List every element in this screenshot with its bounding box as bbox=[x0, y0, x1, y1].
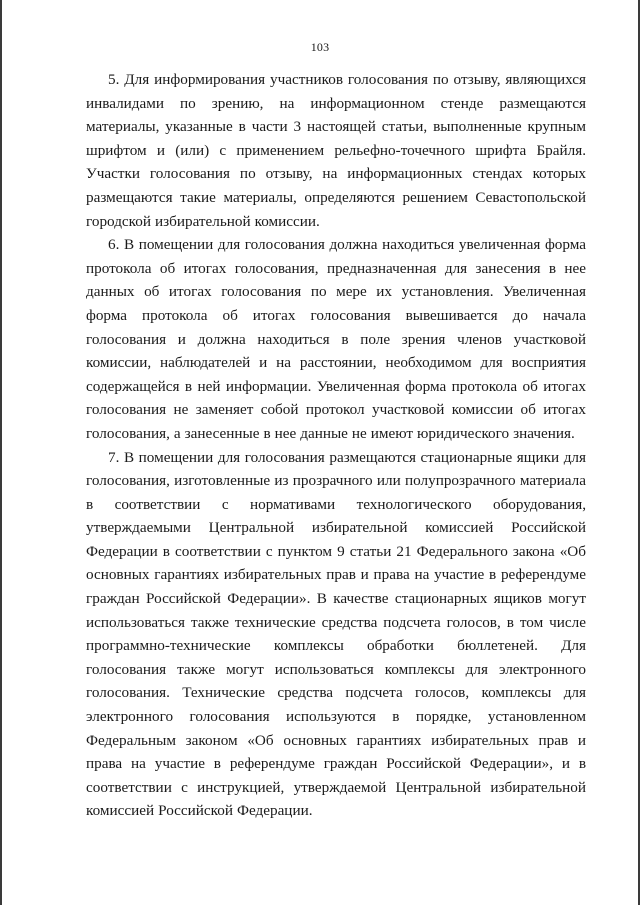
paragraph-7: 7. В помещении для голосования размещаются стационарные ящики для голосования, изготовленные из прозрачного или полупрозрачного материала в соответствии с нормативами технологического оборудования, утверждаемыми Центральной избирательной комиссией Российской Федерации в соответствии с пунктом 9 статьи 21 Федерального закона «Об основных гарантиях избирательных прав и права на участие в референдуме граждан Российской Федерации». В качестве стационарных ящиков могут использоваться также технические средства подсчета голосов, в том числе программно-технические комплексы обработки бюллетеней. Для голосования также могут использоваться комплексы для электронного голосования. Технические средства подсчета голосов, комплексы для электронного голосования используются в порядке, установленном Федеральным законом «Об основных гарантиях избирательных прав и права на участие в референдуме граждан Российской Федерации», и в соответствии с инструкцией, утверждаемой Центральной избирательной комиссией Российской Федерации. bbox=[86, 448, 586, 820]
page-number: 103 bbox=[310, 40, 330, 54]
paragraph-5: 5. Для информирования участников голосования по отзыву, являющихся инвалидами по зрению, на информационном стенде размещаются материалы, указанные в части 3 настоящей статьи, выполненные крупным шрифтом и (или) с применением рельефно-точечного шрифта Брайля. Участки голосования по отзыву, на информационных стендах которых размещаются такие материалы, определяются решением Севастопольской городской избирательной комиссии. bbox=[86, 71, 586, 230]
scan-edge-left bbox=[0, 0, 2, 905]
body-text bbox=[86, 68, 586, 823]
paragraph-6: 6. В помещении для голосования должна находиться увеличенная форма протокола об итогах голосования, предназначенная для занесения в нее данных об итогах голосования по мере их установления. Увеличенная форма протокола об итогах голосования вывешивается до начала голосования и должна находиться в поле зрения членов участковой комиссии, наблюдателей и на расстоянии, необходимом для восприятия содержащейся в ней информации. Увеличенная форма протокола об итогах голосования не заменяет собой протокол участковой комиссии об итогах голосования, а занесенные в нее данные не имеют юридического значения. bbox=[86, 236, 586, 442]
